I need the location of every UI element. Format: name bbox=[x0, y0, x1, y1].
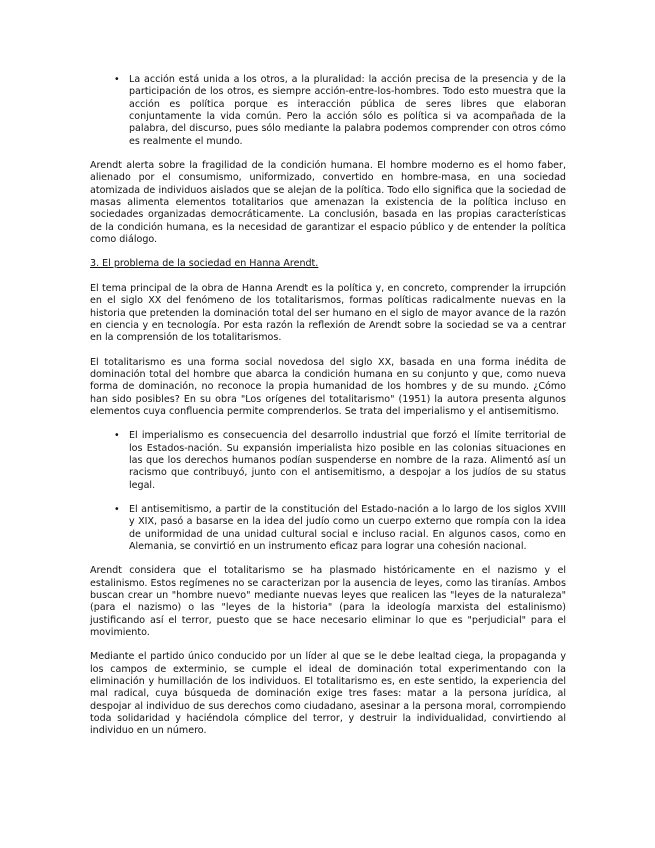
bullet-text-imperialismo: El imperialismo es consecuencia del desarrollo industrial que forzó el límite territorial de los Estados-nación. Su expansión imperialista hizo posible en las colonias situaciones en las que los derechos humanos podían suspenderse en nombre de la raza. Alimentó así un racismo que contribuyó, junto con el antisemitismo, a despojar a los judíos de su status legal. bbox=[129, 430, 566, 491]
document-page bbox=[90, 74, 566, 738]
paragraph-fragilidad: Arendt alerta sobre la fragilidad de la condición humana. El hombre moderno es el homo faber, alienado por el consumismo, uniformizado, convertido en hombre-masa, en una sociedad atomizada de individuos aislados que se alejan de la política. Todo ello significa que la sociedad de masas alimenta elementos totalitarios que amenazan la existencia de la política incluso en sociedades organizadas democráticamente. La conclusión, basada en las propias características de la condición humana, es la necesidad de garantizar el espacio público y de entender la política como diálogo. bbox=[90, 160, 566, 246]
paragraph-partido-unico: Mediante el partido único conducido por un líder al que se le debe lealtad ciega, la propaganda y los campos de exterminio, se cumple el ideal de dominación total experimentando con la eliminación y humillación de los individuos. El totalitarismo es, en este sentido, la experiencia del mal radical, cuya búsqueda de dominación exige tres fases: matar a la persona jurídica, al despojar al individuo de sus derechos como ciudadano, asesinar a la persona moral, corrompiendo toda solidaridad y haciéndola cómplice del terror, y destruir la individualidad, convirtiendo al individuo en un número. bbox=[90, 651, 566, 737]
list-item-accion bbox=[90, 74, 566, 148]
bullet-text-antisemitismo: El antisemitismo, a partir de la constitución del Estado-nación a lo largo de los siglos XVIII y XIX, pasó a basarse en la idea del judío como un cuerpo externo que rompía con la idea de uniformidad de una unidad cultural social e incluso racial. En algunos casos, como en Alemania, se convirtió en un instrumento eficaz para lograr una cohesión nacional. bbox=[129, 503, 566, 552]
paragraph-tema-principal: El tema principal de la obra de Hanna Arendt es la política y, en concreto, comprender la irrupción en el siglo XX del fenómeno de los totalitarismos, formas políticas radicalmente nuevas en la historia que pretenden la dominación total del ser humano en el siglo de mayor avance de la razón en ciencia y en tecnología. Por esta razón la reflexión de Arendt sobre la sociedad se va a centrar en la comprensión de los totalitarismos. bbox=[90, 282, 566, 344]
bullet-text-accion: La acción está unida a los otros, a la pluralidad: la acción precisa de la presencia y de la participación de los otros, es siempre acción-entre-los-hombres. Todo esto muestra que la acción es política porque es interacción pública de seres libres que elaboran conjuntamente la vida común. Pero la acción sólo es política si va acompañada de la palabra, del discurso, pues sólo mediante la palabra podemos comprender con otros cómo es realmente el mundo. bbox=[129, 74, 566, 147]
section-heading: 3. El problema de la sociedad en Hanna Arendt. bbox=[90, 258, 319, 270]
list-item-antisemitismo bbox=[90, 504, 566, 553]
bullet-marker: • bbox=[114, 430, 120, 442]
bullet-marker: • bbox=[114, 74, 120, 85]
bullet-marker: • bbox=[114, 503, 120, 515]
paragraph-nazismo-estalinismo: Arendt considera que el totalitarismo se ha plasmado históricamente en el nazismo y el estalinismo. Estos regímenes no se caracterizan por la ausencia de leyes, como las tiranías. Ambos buscan crear un "hombre nuevo" mediante nuevas leyes que realicen las "leyes de la naturaleza" (para el nazismo) o las "leyes de la historia" (para la ideología marxista del estalinismo) justificando así el terror, puesto que se hace necesario eliminar lo que es "perjudicial" para el movimiento. bbox=[90, 565, 566, 639]
paragraph-totalitarismo: El totalitarismo es una forma social novedosa del siglo XX, basada en una forma inédita de dominación total del hombre que abarca la condición humana en su conjunto y que, como nueva forma de dominación, no reconoce la propia humanidad de los hombres y de su mundo. ¿Cómo han sido posibles? En su obra "Los orígenes del totalitarismo" (1951) la autora presenta algunos elementos cuya confluencia permite comprenderlos. Se trata del imperialismo y el antisemitismo. bbox=[90, 356, 566, 417]
list-item-imperialismo bbox=[90, 430, 566, 492]
